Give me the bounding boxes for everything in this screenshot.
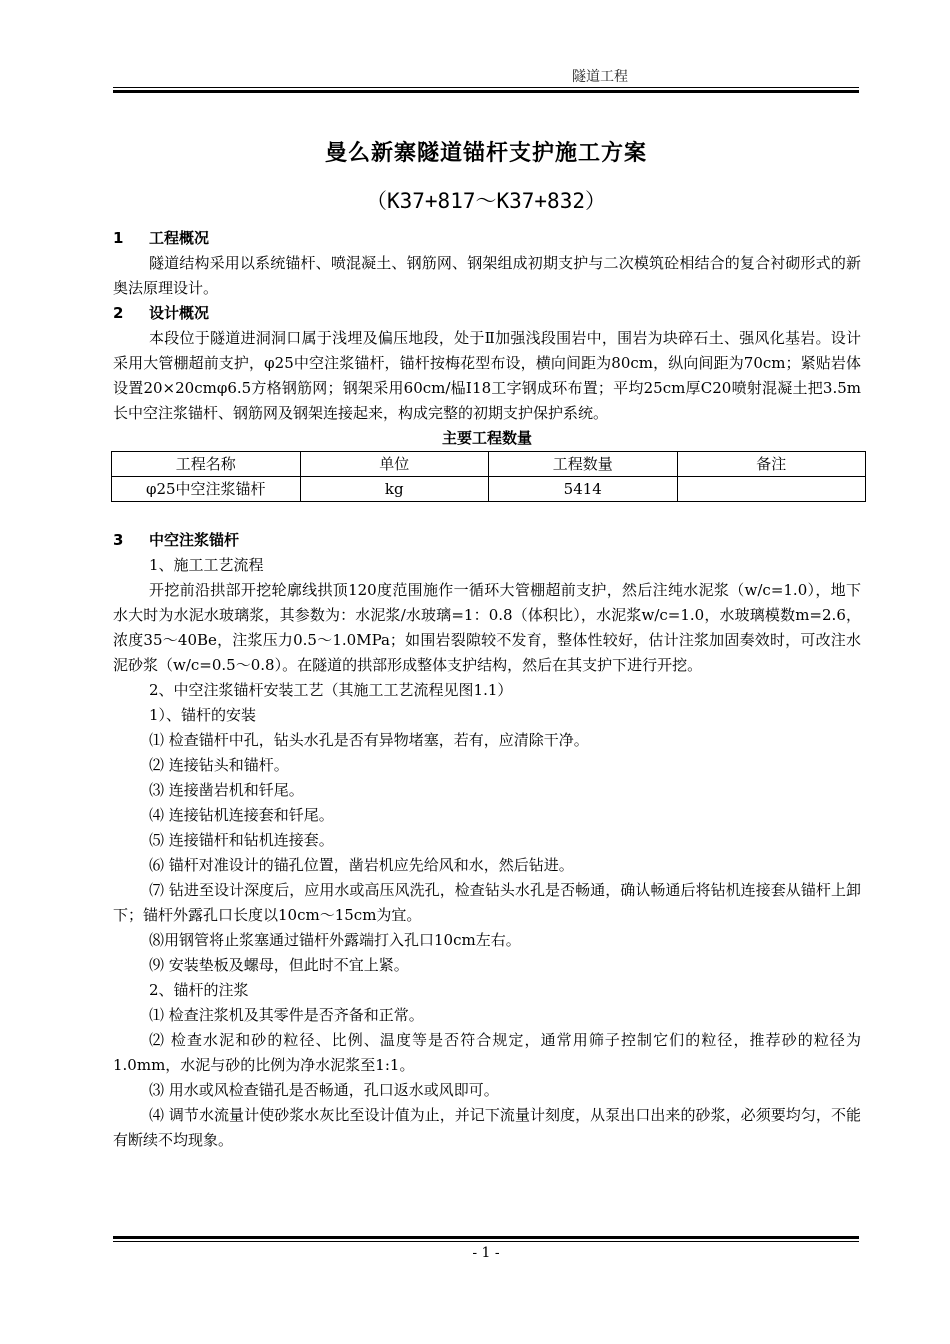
section-number: 2 — [113, 304, 124, 322]
process-paragraph: 开挖前沿拱部开挖轮廓线拱顶120度范围施作一循环大管棚超前支护，然后注纯水泥浆（w/c=1.0），地下水大时为水泥水玻璃浆，其参数为：水泥浆/水玻璃=1：0.8（体积比），水泥浆w/c=1.0，水玻璃模数m=2.6，浓度35～40Be，注浆压力0.5～1.0MPa；如围岩裂隙较不发育，整体性较好，估计注浆加固奏效时，可改注水泥砂浆（w/c=0.5～0.8）。在隧道的拱部形成整体支护结构，然后在其支护下进行开挖。 — [113, 581, 861, 674]
header-rule-thin — [113, 87, 859, 88]
section-3-heading — [113, 528, 861, 553]
section-number: 1 — [113, 229, 124, 247]
list-item: ⑷ 调节水流量计使砂浆水灰比至设计值为止，并记下流量计刻度，从泵出口出来的砂浆，必须要均匀，不能有断续不均现象。 — [113, 1106, 861, 1149]
table-header-cell: 工程数量 — [489, 452, 678, 477]
footer-rule-thick — [113, 1236, 859, 1239]
section-2-paragraph: 本段位于隧道进洞洞口属于浅埋及偏压地段，处于Ⅱ加强浅段围岩中，围岩为块碎石土、强风化基岩。设计采用大管棚超前支护，φ25中空注浆锚杆，锚杆按梅花型布设，横向间距为80cm，纵向间距为70cm；紧贴岩体设置20×20cmφ6.5方格钢筋网；钢架采用60cm/榀Ⅰ18工字钢成环布置；平均25cm厚C20喷射混凝土把3.5m长中空注浆锚杆、钢筋网及钢架连接起来，构成完整的初期支护保护系统。 — [113, 329, 861, 422]
section-title: 中空注浆锚杆 — [149, 531, 240, 549]
list-item: ⑸ 连接锚杆和钻机连接套。 — [149, 831, 334, 849]
document-title: 曼么新寨隧道锚杆支护施工方案 — [324, 141, 647, 166]
subsection-title: 2、中空注浆锚杆安装工艺（其施工工艺流程见图1.1） — [149, 681, 513, 699]
table-header-cell: 备注 — [677, 452, 866, 477]
section-2-heading — [113, 301, 861, 326]
section-1-heading — [113, 226, 861, 251]
list-item: ⑴ 检查注浆机及其零件是否齐备和正常。 — [149, 1006, 424, 1024]
list-item: ⑺ 钻进至设计深度后，应用水或高压风洗孔，检查钻头水孔是否畅通，确认畅通后将钻机连接套从锚杆上卸下；锚杆外露孔口长度以10cm～15cm为宜。 — [113, 881, 861, 924]
page-number: - 1 - — [472, 1245, 500, 1261]
subsection-title: 1、施工工艺流程 — [149, 556, 264, 574]
table-cell — [677, 477, 866, 502]
table-header-cell: 单位 — [300, 452, 489, 477]
grout-title: 2、锚杆的注浆 — [149, 981, 249, 999]
list-item: ⑶ 用水或风检查锚孔是否畅通，孔口返水或风即可。 — [149, 1081, 499, 1099]
list-item: ⑷ 连接钻机连接套和钎尾。 — [149, 806, 334, 824]
section-number: 3 — [113, 531, 124, 549]
table-header-cell: 工程名称 — [112, 452, 301, 477]
footer-rule-thin — [113, 1241, 859, 1242]
section-title: 工程概况 — [149, 229, 210, 247]
running-header: 隧道工程 — [572, 69, 628, 85]
list-item: ⑹ 锚杆对准设计的锚孔位置，凿岩机应先给风和水，然后钻进。 — [149, 856, 574, 874]
list-item: ⑻用钢管将止浆塞通过锚杆外露端打入孔口10cm左右。 — [149, 931, 521, 949]
spacer — [113, 502, 861, 528]
list-item: ⑼ 安装垫板及螺母，但此时不宜上紧。 — [149, 956, 409, 974]
table-row — [112, 477, 866, 502]
section-title: 设计概况 — [149, 304, 210, 322]
document-body — [113, 226, 861, 1153]
table-cell: φ25中空注浆锚杆 — [112, 477, 301, 502]
table-header-row — [112, 452, 866, 477]
table-title: 主要工程数量 — [441, 429, 532, 447]
quantity-table — [111, 451, 866, 502]
section-1-paragraph: 隧道结构采用以系统锚杆、喷混凝土、钢筋网、钢架组成初期支护与二次模筑砼相结合的复合衬砌形式的新奥法原理设计。 — [113, 254, 861, 297]
list-item: ⑶ 连接凿岩机和钎尾。 — [149, 781, 304, 799]
table-cell: 5414 — [489, 477, 678, 502]
list-item: ⑴ 检查锚杆中孔，钻头水孔是否有异物堵塞，若有，应清除干净。 — [149, 731, 589, 749]
list-item: ⑵ 连接钻头和锚杆。 — [149, 756, 289, 774]
document-subtitle: （K37+817～K37+832） — [365, 189, 606, 213]
list-item: ⑵ 检查水泥和砂的粒径、比例、温度等是否符合规定，通常用筛子控制它们的粒径，推荐砂的粒径为1.0mm，水泥与砂的比例为净水泥浆至1:1。 — [113, 1031, 861, 1074]
install-title: 1）、锚杆的安装 — [149, 706, 257, 724]
header-rule-thick — [113, 90, 859, 93]
table-cell: kg — [300, 477, 489, 502]
